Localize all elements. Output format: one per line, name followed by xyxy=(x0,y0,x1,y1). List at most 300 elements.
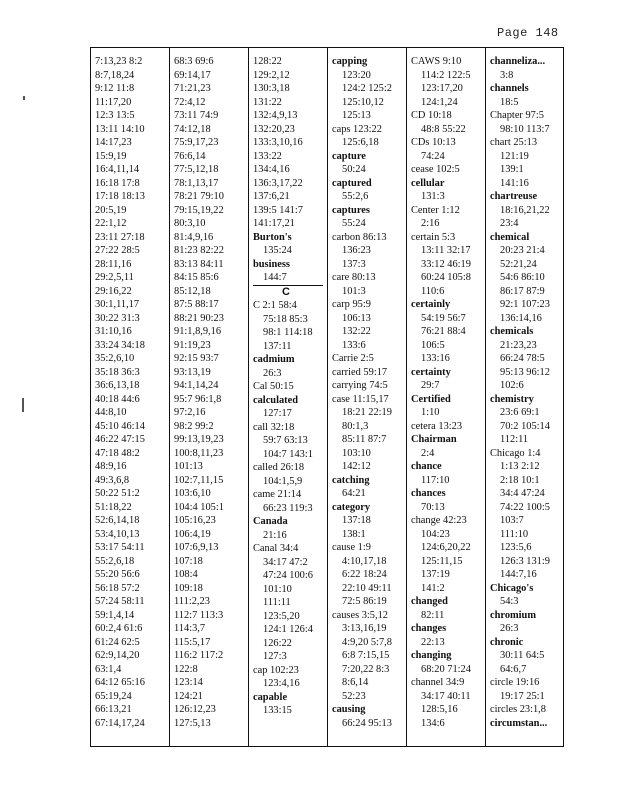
index-term: catching xyxy=(332,474,370,486)
index-locators: 103:10 xyxy=(342,447,371,459)
index-entry: 81:23 82:22 xyxy=(174,245,224,256)
index-locators: 50:24 xyxy=(342,164,366,175)
index-entry: 9:12 11:8 xyxy=(95,83,135,94)
index-entry: 109:18 xyxy=(174,582,203,594)
index-entry: circle 19:16 xyxy=(490,677,540,688)
index-locators: 137:19 xyxy=(421,569,450,580)
index-locators: 136:23 xyxy=(342,245,371,256)
index-locators: 114:2 122:5 xyxy=(421,69,471,81)
index-locators: 104:1,5,9 xyxy=(263,475,303,487)
index-entry: 53:17 54:11 xyxy=(95,542,145,553)
index-locators: 64:21 xyxy=(342,488,366,499)
index-entry: 35:2,6,10 xyxy=(95,353,135,364)
index-locators: 144:7,16 xyxy=(500,569,537,580)
index-entry: 105:16,23 xyxy=(174,515,216,526)
index-entry: 80:3,10 xyxy=(174,218,206,229)
index-entry: 91:1,8,9,16 xyxy=(174,326,222,337)
index-locators: 121:19 xyxy=(500,150,529,162)
index-term: captured xyxy=(332,177,372,189)
index-entry: cease 102:5 xyxy=(411,164,460,175)
index-locators: 137:11 xyxy=(263,340,292,352)
index-entry: Center 1:12 xyxy=(411,204,460,216)
index-entry: 50:22 51:2 xyxy=(95,488,140,499)
index-locators: 112:11 xyxy=(500,434,529,445)
index-term: cellular xyxy=(411,177,445,189)
index-entry: care 80:13 xyxy=(332,272,376,283)
index-locators: 19:17 25:1 xyxy=(500,690,545,702)
index-entry: 107:18 xyxy=(174,555,203,567)
index-entry: 128:22 xyxy=(253,56,282,67)
index-entry: 136:3,17,22 xyxy=(253,177,303,189)
index-entry: 123:14 xyxy=(174,677,203,688)
index-entry: carbon 86:13 xyxy=(332,231,387,243)
index-locators: 52:23 xyxy=(342,690,366,702)
index-locators: 70:2 105:14 xyxy=(500,420,550,432)
index-entry: certain 5:3 xyxy=(411,231,456,243)
index-term: Canada xyxy=(253,516,288,527)
index-entry: 13:11 14:10 xyxy=(95,123,145,135)
index-entry: 122:8 xyxy=(174,663,198,675)
index-locators: 70:13 xyxy=(421,501,445,513)
index-entry: 68:3 69:6 xyxy=(174,56,214,67)
index-term: chemical xyxy=(490,231,530,243)
index-entry: 107:6,9,13 xyxy=(174,542,219,553)
index-locators: 111:11 xyxy=(263,597,291,608)
index-locators: 4:10,17,18 xyxy=(342,555,387,567)
index-locators: 111:10 xyxy=(500,528,529,540)
index-entry: 14:17,23 xyxy=(95,137,132,148)
index-locators: 66:24 95:13 xyxy=(342,717,392,729)
index-entry: channel 34:9 xyxy=(411,677,465,688)
index-locators: 98:10 113:7 xyxy=(500,123,550,135)
index-locators: 34:17 40:11 xyxy=(421,690,471,702)
index-locators: 125:10,12 xyxy=(342,96,384,108)
index-locators: 110:6 xyxy=(421,285,445,297)
index-locators: 101:3 xyxy=(342,285,366,297)
index-entry: 23:11 27:18 xyxy=(95,231,145,243)
index-entry: 129:2,12 xyxy=(253,69,290,81)
index-term: certainty xyxy=(411,366,451,378)
index-locators: 124:2 125:2 xyxy=(342,83,392,94)
index-entry: 111:2,23 xyxy=(174,596,210,607)
index-term: business xyxy=(253,258,290,270)
index-entry: 75:9,17,23 xyxy=(174,137,219,148)
index-locators: 72:5 86:19 xyxy=(342,596,387,607)
index-locators: 141:16 xyxy=(500,177,529,189)
index-entry: came 21:14 xyxy=(253,489,302,500)
index-entry: 40:18 44:6 xyxy=(95,393,140,405)
index-entry: 76:6,14 xyxy=(174,150,206,162)
index-term: capture xyxy=(332,150,366,162)
index-term: Burton's xyxy=(253,231,292,243)
index-locators: 1:13 2:12 xyxy=(500,461,540,472)
index-entry: 99:13,19,23 xyxy=(174,434,224,445)
index-locators: 33:12 46:19 xyxy=(421,258,471,270)
index-entry: Carrie 2:5 xyxy=(332,353,374,364)
index-entry: 11:17,20 xyxy=(95,96,132,108)
index-locators: 141:2 xyxy=(421,582,445,594)
index-entry: 93:13,19 xyxy=(174,366,211,378)
index-entry: 115:5,17 xyxy=(174,636,211,648)
page-number-label: Page 148 xyxy=(497,26,559,40)
index-locators: 134:6 xyxy=(421,717,445,729)
scan-mark xyxy=(23,96,25,100)
index-locators: 123:17,20 xyxy=(421,83,463,94)
index-term: chromium xyxy=(490,609,536,621)
index-locators: 74:24 xyxy=(421,150,445,162)
index-term: changed xyxy=(411,596,448,607)
index-locators: 66:23 119:3 xyxy=(263,502,313,514)
index-entry: Chapter 97:5 xyxy=(490,110,544,121)
index-entry: 67:14,17,24 xyxy=(95,717,145,729)
index-term: causing xyxy=(332,704,366,715)
index-term: cadmium xyxy=(253,354,295,365)
index-locators: 85:11 87:7 xyxy=(342,434,387,445)
index-entry: 51:18,22 xyxy=(95,501,132,513)
index-locators: 60:24 105:8 xyxy=(421,272,471,283)
index-term: captures xyxy=(332,204,370,216)
index-entry: 112:7 113:3 xyxy=(174,609,224,621)
index-entry: 141:17,21 xyxy=(253,218,295,229)
index-entry: 28:11,16 xyxy=(95,258,132,270)
index-locators: 104:7 143:1 xyxy=(263,448,313,460)
index-locators: 135:24 xyxy=(263,245,292,256)
index-locators: 21:23,23 xyxy=(500,339,537,351)
index-entry: 81:4,9,16 xyxy=(174,231,214,243)
index-locators: 92:1 107:23 xyxy=(500,299,550,310)
index-term: Chicago's xyxy=(490,582,534,594)
index-entry: 79:15,19,22 xyxy=(174,204,224,216)
index-entry: 29:2,5,11 xyxy=(95,272,134,283)
index-locators: 2:18 10:1 xyxy=(500,474,540,486)
index-entry: change 42:23 xyxy=(411,515,467,526)
index-entry: 131:22 xyxy=(253,96,282,108)
index-term: chance xyxy=(411,461,442,472)
index-locators: 13:11 32:17 xyxy=(421,245,471,256)
index-entry: 71:21,23 xyxy=(174,83,211,94)
index-entry: 65:19,24 xyxy=(95,690,132,702)
index-term: changes xyxy=(411,623,447,634)
index-entry: 72:4,12 xyxy=(174,96,206,108)
index-locators: 48:8 55:22 xyxy=(421,123,466,135)
index-locators: 22:10 49:11 xyxy=(342,582,392,594)
index-locators: 64:6,7 xyxy=(500,663,527,675)
index-locators: 74:22 100:5 xyxy=(500,501,550,513)
index-entry: 69:14,17 xyxy=(174,69,211,81)
index-entry: 104:4 105:1 xyxy=(174,501,224,513)
index-entry: 8:7,18,24 xyxy=(95,69,135,81)
index-entry: 36:6,13,18 xyxy=(95,380,140,391)
index-locators: 3:8 xyxy=(500,69,514,81)
section-letter: C xyxy=(253,285,323,300)
index-locators: 124:1,24 xyxy=(421,96,458,108)
index-entry: 127:5,13 xyxy=(174,717,211,729)
index-entry: 98:2 99:2 xyxy=(174,420,214,432)
index-entry: 116:2 117:2 xyxy=(174,650,224,661)
index-entry: 66:13,21 xyxy=(95,704,132,715)
index-entry: 78:21 79:10 xyxy=(174,191,224,202)
index-entry: called 26:18 xyxy=(253,462,305,473)
index-locators: 6:22 18:24 xyxy=(342,569,387,580)
index-entry: 62:9,14,20 xyxy=(95,650,140,661)
index-entry: CD 10:18 xyxy=(411,110,452,121)
index-entry: 15:9,19 xyxy=(95,150,127,162)
index-locators: 4:9,20 5:7,8 xyxy=(342,636,392,648)
index-entry: 126:12,23 xyxy=(174,704,216,715)
index-locators: 102:6 xyxy=(500,380,524,391)
index-entry: 100:8,11,23 xyxy=(174,447,224,459)
index-entry: 47:18 48:2 xyxy=(95,447,140,459)
index-locators: 125:6,18 xyxy=(342,137,379,148)
index-term: chemicals xyxy=(490,326,534,337)
index-locators: 98:1 114:18 xyxy=(263,327,313,338)
index-locators: 123:4,16 xyxy=(263,678,300,689)
index-locators: 106:5 xyxy=(421,339,445,351)
index-entry: 103:6,10 xyxy=(174,488,211,499)
index-term: capping xyxy=(332,56,368,67)
index-entry: CDs 10:13 xyxy=(411,137,456,148)
index-term: capable xyxy=(253,691,288,703)
index-entry: 53:4,10,13 xyxy=(95,528,140,540)
index-locators: 138:1 xyxy=(342,528,366,540)
index-term: chronic xyxy=(490,636,524,648)
index-entry: 59:1,4,14 xyxy=(95,609,135,621)
index-entry: 132:20,23 xyxy=(253,123,295,135)
index-entry: 12:3 13:5 xyxy=(95,110,135,121)
index-entry: carp 95:9 xyxy=(332,299,371,310)
index-locators: 54:6 86:10 xyxy=(500,272,545,283)
index-column-6 xyxy=(486,48,565,746)
index-entry: cap 102:23 xyxy=(253,664,299,676)
index-locators: 137:3 xyxy=(342,258,366,270)
index-locators: 127:17 xyxy=(263,408,292,419)
index-entry: C 2:1 58:4 xyxy=(253,300,297,311)
index-column-2 xyxy=(170,48,249,746)
index-entry: 92:15 93:7 xyxy=(174,353,219,364)
index-locators: 8:6,14 xyxy=(342,677,369,688)
index-entry: 7:13,23 8:2 xyxy=(95,56,143,67)
index-entry: 44:8,10 xyxy=(95,407,127,418)
index-locators: 7:20,22 8:3 xyxy=(342,663,390,675)
index-entry: 84:15 85:6 xyxy=(174,272,219,283)
index-locators: 144:7 xyxy=(263,272,287,283)
index-entry: 17:18 18:13 xyxy=(95,191,145,202)
index-locators: 131:3 xyxy=(421,191,445,202)
word-index-table xyxy=(90,47,564,747)
index-entry: 49:3,6,8 xyxy=(95,474,130,486)
index-entry: chart 25:13 xyxy=(490,137,538,148)
index-entry: 63:1,4 xyxy=(95,663,122,675)
index-locators: 95:13 96:12 xyxy=(500,366,550,378)
index-column-4 xyxy=(328,48,407,746)
index-locators: 23:6 69:1 xyxy=(500,407,540,418)
index-entry: 22:1,12 xyxy=(95,218,127,229)
index-entry: call 32:18 xyxy=(253,421,295,433)
index-locators: 18:16,21,22 xyxy=(500,204,550,216)
index-entry: 55:20 56:6 xyxy=(95,569,140,580)
index-entry: 130:3,18 xyxy=(253,83,290,94)
index-term: Certified xyxy=(411,393,451,405)
index-entry: 132:4,9,13 xyxy=(253,110,298,121)
index-entry: 57:24 58:11 xyxy=(95,596,145,607)
index-column-3 xyxy=(249,48,328,746)
index-entry: 33:24 34:18 xyxy=(95,339,145,351)
index-locators: 18:5 xyxy=(500,96,519,108)
index-term: chances xyxy=(411,488,446,499)
index-entry: 101:13 xyxy=(174,461,203,472)
index-entry: 52:6,14,18 xyxy=(95,515,140,526)
index-entry: 91:19,23 xyxy=(174,339,211,351)
index-entry: 64:12 65:16 xyxy=(95,677,145,688)
index-entry: carrying 74:5 xyxy=(332,380,388,391)
index-locators: 133:15 xyxy=(263,705,292,716)
index-locators: 125:11,15 xyxy=(421,555,463,567)
index-entry: case 11:15,17 xyxy=(332,393,389,405)
index-locators: 126:22 xyxy=(263,637,292,649)
index-entry: CAWS 9:10 xyxy=(411,56,462,67)
index-entry: Canal 34:4 xyxy=(253,543,299,554)
index-locators: 26:3 xyxy=(500,623,519,634)
index-locators: 2:16 xyxy=(421,218,440,229)
index-locators: 6:8 7:15,15 xyxy=(342,650,390,661)
index-entry: 88:21 90:23 xyxy=(174,312,224,324)
index-locators: 104:23 xyxy=(421,528,450,540)
index-term: certainly xyxy=(411,299,451,310)
index-locators: 26:3 xyxy=(263,367,282,379)
index-entry: 139:5 141:7 xyxy=(253,204,303,216)
index-entry: cetera 13:23 xyxy=(411,420,463,432)
index-locators: 80:1,3 xyxy=(342,420,369,432)
index-locators: 101:10 xyxy=(263,583,292,595)
index-locators: 82:11 xyxy=(421,609,445,621)
index-locators: 54:3 xyxy=(500,596,519,607)
index-entry: 95:7 96:1,8 xyxy=(174,393,222,405)
index-locators: 3:13,16,19 xyxy=(342,623,387,634)
index-entry: circles 23:1,8 xyxy=(490,704,546,715)
index-term: channels xyxy=(490,83,529,94)
index-term: calculated xyxy=(253,394,299,406)
index-locators: 128:5,16 xyxy=(421,704,458,715)
index-locators: 34:4 47:24 xyxy=(500,488,545,499)
index-term: channeliza... xyxy=(490,56,546,67)
index-locators: 132:22 xyxy=(342,326,371,337)
index-locators: 54:19 56:7 xyxy=(421,312,466,324)
index-locators: 142:12 xyxy=(342,461,371,472)
index-entry: 30:1,11,17 xyxy=(95,299,140,310)
index-term: chemistry xyxy=(490,393,534,405)
index-entry: 94:1,14,24 xyxy=(174,380,219,391)
index-locators: 21:16 xyxy=(263,529,287,541)
index-entry: 77:5,12,18 xyxy=(174,164,219,175)
index-entry: 83:13 84:11 xyxy=(174,258,224,270)
index-entry: 48:9,16 xyxy=(95,461,127,472)
index-locators: 139:1 xyxy=(500,164,524,175)
index-entry: 137:6,21 xyxy=(253,191,290,202)
index-entry: 30:22 31:3 xyxy=(95,312,140,324)
index-locators: 20:23 21:4 xyxy=(500,245,545,256)
index-locators: 55:24 xyxy=(342,218,366,229)
index-locators: 66:24 78:5 xyxy=(500,353,545,364)
index-entry: Chicago 1:4 xyxy=(490,447,541,459)
index-entry: caps 123:22 xyxy=(332,123,382,135)
index-locators: 76:21 88:4 xyxy=(421,326,466,337)
index-locators: 117:10 xyxy=(421,474,450,486)
index-entry: 133:22 xyxy=(253,150,282,162)
index-entry: 124:21 xyxy=(174,690,203,702)
index-locators: 18:21 22:19 xyxy=(342,407,392,418)
index-entry: 61:24 62:5 xyxy=(95,636,140,648)
index-entry: 46:22 47:15 xyxy=(95,434,145,445)
index-entry: 74:12,18 xyxy=(174,123,211,135)
index-locators: 59:7 63:13 xyxy=(263,435,308,446)
index-locators: 127:3 xyxy=(263,651,287,662)
index-entry: 134:4,16 xyxy=(253,164,290,175)
index-locators: 55:2,6 xyxy=(342,191,369,202)
index-entry: Cal 50:15 xyxy=(253,381,294,392)
index-entry: 16:18 17:8 xyxy=(95,177,140,189)
index-column-1 xyxy=(91,48,170,746)
index-term: category xyxy=(332,501,371,513)
index-locators: 23:4 xyxy=(500,218,519,229)
index-locators: 103:7 xyxy=(500,515,524,526)
index-locators: 124:1 126:4 xyxy=(263,624,313,635)
index-locators: 133:6 xyxy=(342,339,366,351)
index-entry: 16:4,11,14 xyxy=(95,164,140,175)
index-entry: 85:12,18 xyxy=(174,285,211,297)
index-entry: 29:16,22 xyxy=(95,285,132,297)
index-entry: 87:5 88:17 xyxy=(174,299,219,310)
index-locators: 123:5,20 xyxy=(263,610,300,622)
index-locators: 86:17 87:9 xyxy=(500,285,545,297)
index-entry: 106:4,19 xyxy=(174,528,211,540)
index-column-5 xyxy=(407,48,486,746)
index-locators: 52:21,24 xyxy=(500,258,537,270)
index-term: chartreuse xyxy=(490,191,538,202)
index-entry: 133:3,10,16 xyxy=(253,137,303,148)
index-locators: 2:4 xyxy=(421,447,435,459)
index-entry: 27:22 28:5 xyxy=(95,245,140,256)
index-entry: 35:18 36:3 xyxy=(95,366,140,378)
index-locators: 106:13 xyxy=(342,312,371,324)
index-entry: 45:10 46:14 xyxy=(95,420,145,432)
index-entry: causes 3:5,12 xyxy=(332,609,388,621)
index-locators: 22:13 xyxy=(421,636,445,648)
index-entry: 97:2,16 xyxy=(174,407,206,418)
index-locators: 133:16 xyxy=(421,353,450,364)
index-locators: 29:7 xyxy=(421,380,440,391)
index-locators: 1:10 xyxy=(421,407,440,418)
index-locators: 136:14,16 xyxy=(500,312,542,324)
index-entry: 78:1,13,17 xyxy=(174,177,219,189)
index-entry: 73:11 74:9 xyxy=(174,110,219,121)
index-entry: 56:18 57:2 xyxy=(95,582,140,594)
index-locators: 123:20 xyxy=(342,69,371,81)
index-entry: 31:10,16 xyxy=(95,326,132,337)
index-entry: 55:2,6,18 xyxy=(95,555,135,567)
index-entry: cause 1:9 xyxy=(332,542,371,553)
index-entry: 108:4 xyxy=(174,569,198,580)
index-locators: 34:17 47:2 xyxy=(263,556,308,568)
index-locators: 123:5,6 xyxy=(500,542,532,553)
index-term: circumstan... xyxy=(490,717,548,729)
index-entry: 60:2,4 61:6 xyxy=(95,623,143,634)
scan-mark xyxy=(22,398,24,412)
index-locators: 137:18 xyxy=(342,515,371,526)
index-locators: 75:18 85:3 xyxy=(263,313,308,325)
index-locators: 126:3 131:9 xyxy=(500,555,550,567)
index-entry: 20:5,19 xyxy=(95,204,127,216)
index-entry: 114:3,7 xyxy=(174,623,206,634)
